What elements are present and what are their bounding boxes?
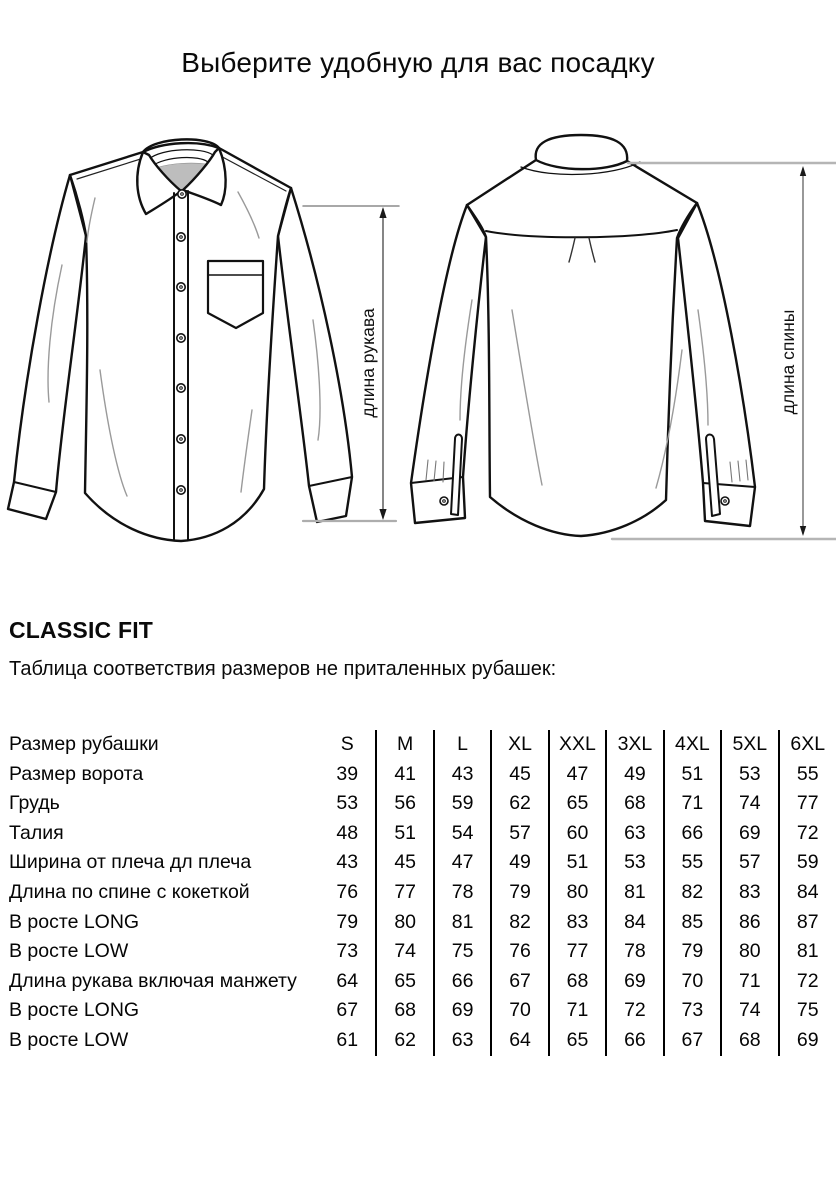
value-cell: 67 [664,1026,721,1056]
value-cell: 72 [606,996,663,1026]
value-cell: 75 [434,937,491,967]
value-cell: 62 [376,1026,433,1056]
size-header-cell: XL [491,730,548,760]
value-cell: 83 [721,878,778,908]
value-cell: 66 [664,819,721,849]
page-title: Выберите удобную для вас посадку [181,47,655,78]
value-cell: 66 [606,1026,663,1056]
size-header-cell: S [340,733,354,755]
size-header-cell: L [434,730,491,760]
value-cell: 77 [549,937,606,967]
value-cell: 65 [549,1026,606,1056]
table-row [0,908,836,938]
value-cell: 80 [376,908,433,938]
value-cell: 53 [336,792,359,815]
value-cell: 39 [336,762,359,785]
value-cell: 80 [721,937,778,967]
value-cell: 69 [434,996,491,1026]
value-cell: 64 [491,1026,548,1056]
value-cell: 49 [491,848,548,878]
value-cell: 84 [606,908,663,938]
value-cell: 68 [606,789,663,819]
value-cell: 78 [434,878,491,908]
value-cell: 41 [376,760,433,790]
value-cell: 79 [336,910,359,933]
value-cell: 59 [779,848,836,878]
value-cell: 47 [434,848,491,878]
row-label: В росте LOW [9,1028,129,1051]
value-cell: 72 [779,819,836,849]
chest-pocket [208,261,263,328]
size-header-cell: 3XL [606,730,663,760]
row-label: Грудь [9,792,60,815]
table-row [0,848,836,878]
table-row [0,996,836,1026]
table-row [0,937,836,967]
value-cell: 49 [606,760,663,790]
value-cell: 45 [376,848,433,878]
table-row [0,730,836,760]
size-header-cell: 5XL [721,730,778,760]
row-label: Размер ворота [9,762,144,785]
row-label: В росте LONG [9,999,140,1022]
size-header-cell: 6XL [779,730,836,760]
table-row [0,760,836,790]
value-cell: 57 [491,819,548,849]
value-cell: 84 [779,878,836,908]
row-label: Длина рукава включая манжету [9,969,297,992]
value-cell: 70 [491,996,548,1026]
value-cell: 81 [779,937,836,967]
value-cell: 48 [336,821,359,844]
value-cell: 85 [664,908,721,938]
row-label: В росте LONG [9,910,140,933]
value-cell: 74 [376,937,433,967]
fit-subtitle: Таблица соответствия размеров не приталенных рубашек: [9,658,557,680]
table-row [0,967,836,997]
table-row [0,819,836,849]
fit-heading: CLASSIC FIT [9,617,154,643]
shirt-front-drawing [8,139,352,541]
row-label: Длина по спине с кокеткой [9,880,250,903]
value-cell: 80 [549,878,606,908]
row-label: Ширина от плеча дл плеча [9,851,252,874]
value-cell: 68 [376,996,433,1026]
value-cell: 64 [336,969,359,992]
size-table [0,730,836,1056]
row-label: В росте LOW [9,940,129,963]
value-cell: 73 [336,940,359,963]
value-cell: 55 [664,848,721,878]
value-cell: 69 [779,1026,836,1056]
value-cell: 55 [779,760,836,790]
value-cell: 60 [549,819,606,849]
value-cell: 77 [376,878,433,908]
value-cell: 53 [721,760,778,790]
value-cell: 43 [336,851,359,874]
value-cell: 82 [491,908,548,938]
value-cell: 63 [434,1026,491,1056]
size-header-cell: XXL [549,730,606,760]
value-cell: 57 [721,848,778,878]
value-cell: 78 [606,937,663,967]
value-cell: 76 [336,880,359,903]
value-cell: 54 [434,819,491,849]
sleeve-length-label: длина рукава [358,308,378,418]
row-label: Талия [9,821,64,844]
value-cell: 69 [721,819,778,849]
value-cell: 51 [376,819,433,849]
value-cell: 69 [606,967,663,997]
value-cell: 71 [721,967,778,997]
value-cell: 65 [549,789,606,819]
value-cell: 59 [434,789,491,819]
size-table-body [0,730,836,1056]
size-table-header-label: Размер рубашки [9,733,159,755]
shirt-diagram [0,130,836,575]
value-cell: 81 [434,908,491,938]
back-length-label: длина спины [778,309,798,415]
value-cell: 82 [664,878,721,908]
value-cell: 61 [336,1028,359,1051]
value-cell: 83 [549,908,606,938]
value-cell: 51 [664,760,721,790]
value-cell: 43 [434,760,491,790]
value-cell: 79 [491,878,548,908]
value-cell: 79 [664,937,721,967]
table-row [0,789,836,819]
value-cell: 72 [779,967,836,997]
value-cell: 73 [664,996,721,1026]
value-cell: 71 [664,789,721,819]
value-cell: 87 [779,908,836,938]
size-header-cell: M [376,730,433,760]
value-cell: 67 [491,967,548,997]
value-cell: 65 [376,967,433,997]
value-cell: 62 [491,789,548,819]
table-row [0,1026,836,1056]
table-row [0,878,836,908]
value-cell: 56 [376,789,433,819]
shirt-back-drawing [411,135,755,536]
value-cell: 71 [549,996,606,1026]
value-cell: 68 [721,1026,778,1056]
value-cell: 68 [549,967,606,997]
value-cell: 45 [491,760,548,790]
value-cell: 76 [491,937,548,967]
value-cell: 53 [606,848,663,878]
value-cell: 66 [434,967,491,997]
value-cell: 77 [779,789,836,819]
value-cell: 75 [779,996,836,1026]
size-header-cell: 4XL [664,730,721,760]
value-cell: 67 [336,999,359,1022]
value-cell: 51 [549,848,606,878]
value-cell: 74 [721,789,778,819]
value-cell: 74 [721,996,778,1026]
value-cell: 81 [606,878,663,908]
value-cell: 63 [606,819,663,849]
value-cell: 70 [664,967,721,997]
value-cell: 86 [721,908,778,938]
value-cell: 47 [549,760,606,790]
